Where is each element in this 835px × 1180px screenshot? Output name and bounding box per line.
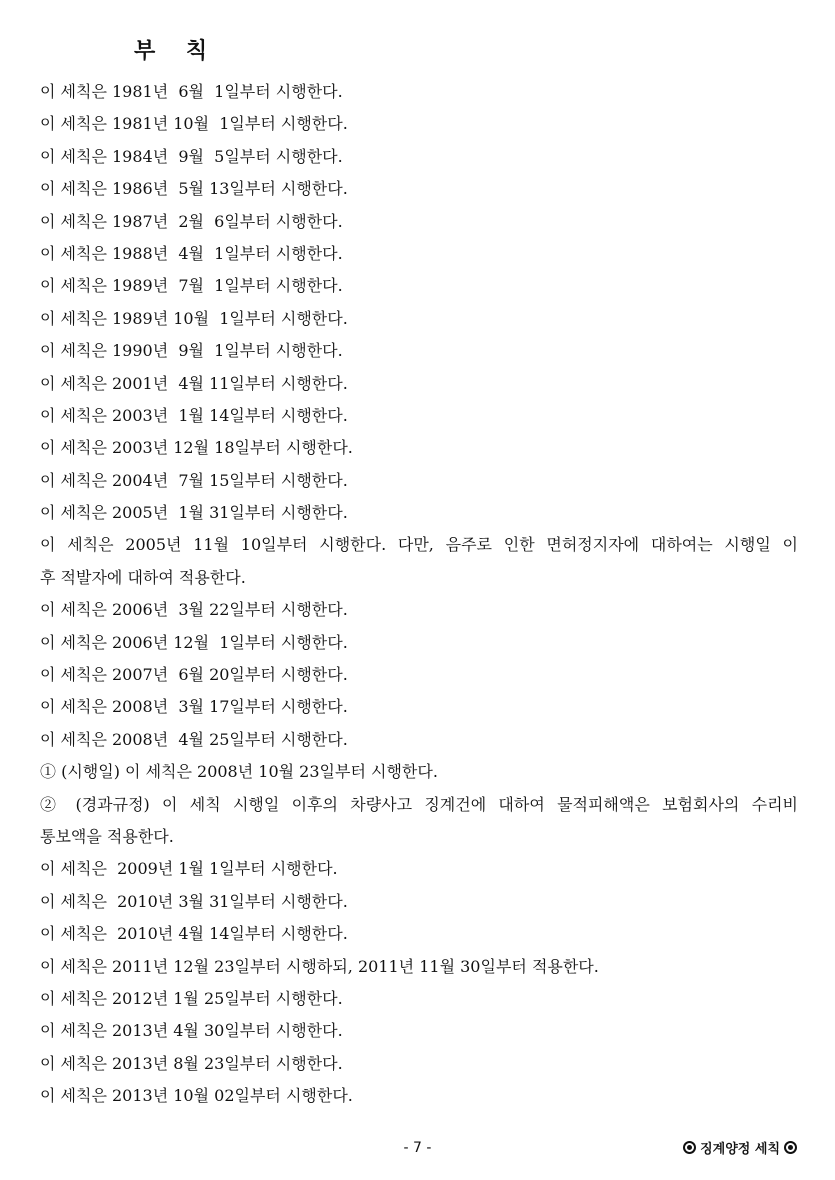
addendum-line: 이 세칙은 2013년 10월 02일부터 시행한다. bbox=[40, 1086, 353, 1106]
addendum-line: 이 세칙은 2007년 6월 20일부터 시행한다. bbox=[40, 665, 348, 685]
addendum-line: 이 세칙은 2004년 7월 15일부터 시행한다. bbox=[40, 470, 348, 490]
section-title: 부 칙 bbox=[134, 39, 208, 64]
page-number: - 7 - bbox=[403, 1140, 432, 1156]
addendum-line: 이 세칙은 1981년 10월 1일부터 시행한다. bbox=[40, 114, 348, 134]
addendum-line: 이 세칙은 2008년 4월 25일부터 시행한다. bbox=[40, 729, 348, 749]
addendum-line: 이 세칙은 1990년 9월 1일부터 시행한다. bbox=[40, 341, 343, 361]
addendum-line: 이 세칙은 2013년 4월 30일부터 시행한다. bbox=[40, 1021, 343, 1041]
addendum-line: 이 세칙은 2006년 3월 22일부터 시행한다. bbox=[40, 600, 348, 620]
addendum-line: ② (경과규정) 이 세칙 시행일 이후의 차량사고 징계건에 대하여 물적피해액은 보험회사의 수리비 bbox=[40, 794, 798, 814]
document-title-text: 징계양정 세칙 bbox=[700, 1142, 780, 1157]
addendum-line: 이 세칙은 2013년 8월 23일부터 시행한다. bbox=[40, 1053, 343, 1073]
addendum-line: 이 세칙은 1981년 6월 1일부터 시행한다. bbox=[40, 82, 343, 101]
addendum-line: 이 세칙은 1987년 2월 6일부터 시행한다. bbox=[40, 211, 343, 231]
addendum-line: 이 세칙은 1984년 9월 5일부터 시행한다. bbox=[40, 146, 343, 166]
addendum-line: 이 세칙은 2010년 3월 31일부터 시행한다. bbox=[40, 891, 348, 911]
addendum-line: 이 세칙은 2005년 1월 31일부터 시행한다. bbox=[40, 503, 348, 523]
addendum-line: 이 세칙은 2006년 12월 1일부터 시행한다. bbox=[40, 632, 348, 652]
addendum-line: 이 세칙은 1988년 4월 1일부터 시행한다. bbox=[40, 243, 343, 263]
addendum-line: 이 세칙은 2009년 1월 1일부터 시행한다. bbox=[40, 859, 338, 879]
addendum-line: 이 세칙은 2011년 12월 23일부터 시행하되, 2011년 11월 30일부터 적용한다. bbox=[40, 956, 599, 976]
addendum-line: 이 세칙은 2008년 3월 17일부터 시행한다. bbox=[40, 697, 348, 717]
addenda-list bbox=[40, 76, 798, 1113]
addendum-line: 이 세칙은 2003년 1월 14일부터 시행한다. bbox=[40, 405, 348, 425]
addendum-line: 이 세칙은 1986년 5월 13일부터 시행한다. bbox=[40, 179, 348, 199]
addendum-line: 이 세칙은 2001년 4월 11일부터 시행한다. bbox=[40, 373, 348, 393]
addendum-line: 이 세칙은 1989년 10월 1일부터 시행한다. bbox=[40, 308, 348, 328]
document-footer-title bbox=[683, 1138, 797, 1157]
bullseye-icon bbox=[683, 1141, 696, 1154]
addendum-line: 후 적발자에 대하여 적용한다. bbox=[40, 567, 246, 587]
bullseye-icon bbox=[784, 1141, 797, 1154]
addendum-line: 이 세칙은 2003년 12월 18일부터 시행한다. bbox=[40, 438, 353, 458]
addendum-line: 이 세칙은 2012년 1월 25일부터 시행한다. bbox=[40, 988, 343, 1008]
addendum-line: 이 세칙은 2005년 11월 10일부터 시행한다. 다만, 음주로 인한 면허정지자에 대하여는 시행일 이 bbox=[40, 535, 798, 555]
addendum-line: 이 세칙은 2010년 4월 14일부터 시행한다. bbox=[40, 924, 348, 944]
addendum-line: 이 세칙은 1989년 7월 1일부터 시행한다. bbox=[40, 276, 343, 296]
addendum-line: ① (시행일) 이 세칙은 2008년 10월 23일부터 시행한다. bbox=[40, 762, 438, 782]
addendum-line: 통보액을 적용한다. bbox=[40, 826, 174, 846]
